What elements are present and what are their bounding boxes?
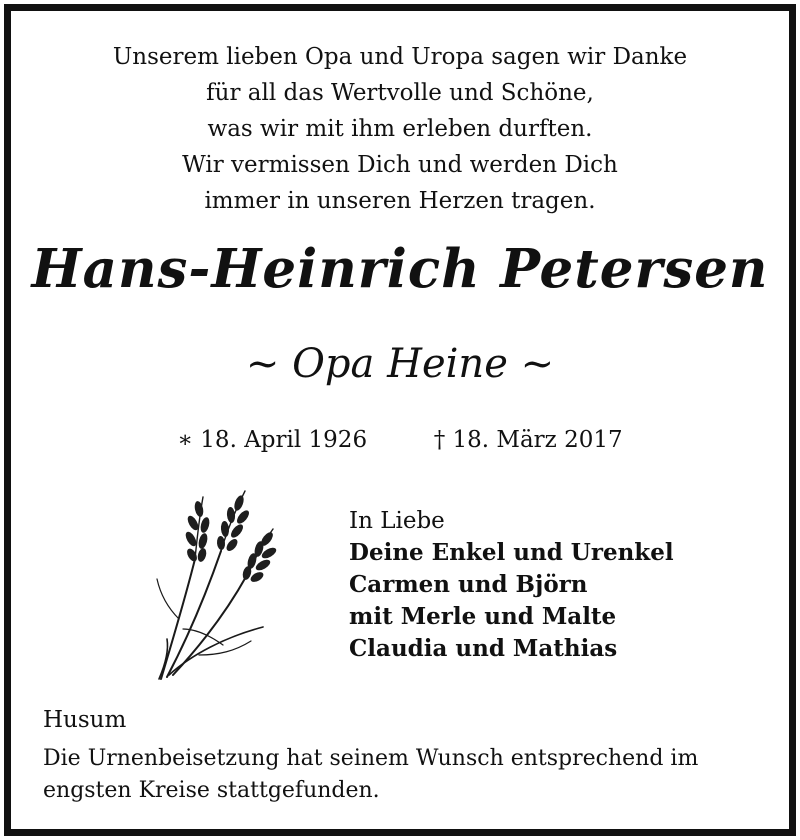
- death-date: † 18. März 2017: [433, 427, 623, 453]
- birth-date: ∗ 18. April 1926: [177, 427, 368, 453]
- life-dates: [11, 425, 789, 455]
- deceased-name: Hans-Heinrich Petersen: [31, 238, 769, 300]
- place-name: Husum: [43, 707, 127, 733]
- deceased-nickname: ~ Opa Heine ~: [245, 341, 555, 387]
- intro-line: Unserem lieben Opa und Uropa sagen wir Danke: [112, 44, 688, 70]
- thank-you-text: [11, 39, 789, 219]
- mourner-line: Carmen und Björn: [349, 571, 588, 598]
- intro-line: immer in unseren Herzen tragen.: [204, 188, 596, 214]
- mourner-line: Claudia und Mathias: [349, 635, 618, 662]
- intro-line: Wir vermissen Dich und werden Dich: [182, 152, 618, 178]
- burial-note: Die Urnenbeisetzung hat seinem Wunsch entsprechend im engsten Kreise stattgefunden.: [43, 746, 699, 803]
- mourner-line: mit Merle und Malte: [349, 603, 617, 630]
- mourners-intro: In Liebe: [349, 508, 445, 534]
- mourner-line: Deine Enkel und Urenkel: [349, 539, 674, 566]
- obituary-notice: [4, 4, 796, 836]
- intro-line: was wir mit ihm erleben durften.: [207, 116, 593, 142]
- mourners-block: [349, 505, 674, 665]
- wheat-icon: [139, 479, 289, 685]
- intro-line: für all das Wertvolle und Schöne,: [206, 80, 594, 106]
